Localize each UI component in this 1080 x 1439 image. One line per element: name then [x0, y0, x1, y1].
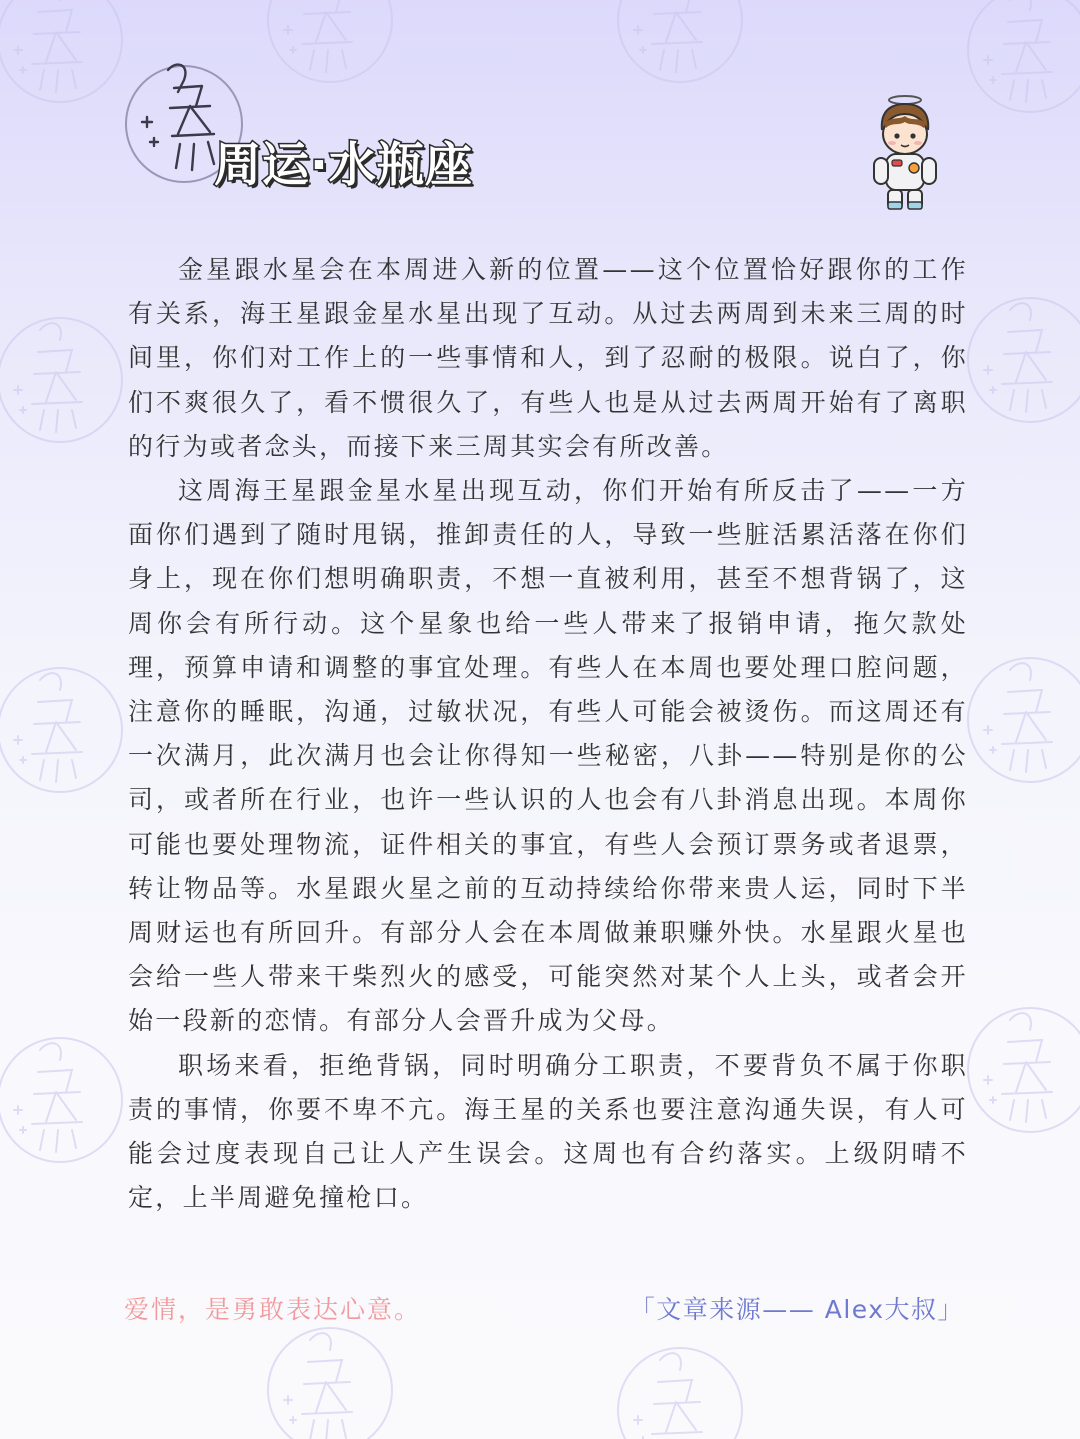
- header: [118, 56, 962, 226]
- page-title: 周运·水瓶座: [214, 138, 473, 193]
- astronaut-angel-mascot-icon: [866, 94, 944, 214]
- article-paragraph: 职场来看，拒绝背锅，同时明确分工职责，不要背负不属于你职责的事情，你要不卑不亢。海王星的关系也要注意沟通失误，有人可能会过度表现自己让人产生误会。这周也有合约落实。上级阴晴不定，上半周避免撞枪口。: [128, 1050, 968, 1213]
- article-paragraph: 金星跟水星会在本周进入新的位置——这个位置恰好跟你的工作有关系，海王星跟金星水星出现了互动。从过去两周到未来三周的时间里，你们对工作上的一些事情和人，到了忍耐的极限。说白了，你们不爽很久了，看不惯很久了，有些人也是从过去两周开始有了离职的行为或者念头，而接下来三周其实会有所改善。: [128, 255, 968, 461]
- love-tagline: 爱情，是勇敢表达心意。: [124, 1295, 422, 1324]
- article-paragraph: 这周海王星跟金星水星出现互动，你们开始有所反击了——一方面你们遇到了随时甩锅，推卸责任的人，导致一些脏活累活落在你们身上，现在你们想明确职责，不想一直被利用，甚至不想背锅了，这周你会有所行动。这个星象也给一些人带来了报销申请，拖欠款处理，预算申请和调整的事宜处理。有些人在本周也要处理口腔问题，注意你的睡眠，沟通，过敏状况，有些人可能会被烫伤。而这周还有一次满月，此次满月也会让你得知一些秘密，八卦——特别是你的公司，或者所在行业，也许一些认识的人也会有八卦消息出现。本周你可能也要处理物流，证件相关的事宜，有些人会预订票务或者退票，转让物品等。水星跟火星之前的互动持续给你带来贵人运，同时下半周财运也有所回升。有部分人会在本周做兼职赚外快。水星跟火星也会给一些人带来干柴烈火的感受，可能突然对某个人上头，或者会开始一段新的恋情。有部分人会晋升成为父母。: [128, 476, 968, 1036]
- footer: [124, 1290, 964, 1330]
- article-body: [128, 248, 968, 1220]
- article-source: 「文章来源—— Alex大叔」: [629, 1295, 964, 1324]
